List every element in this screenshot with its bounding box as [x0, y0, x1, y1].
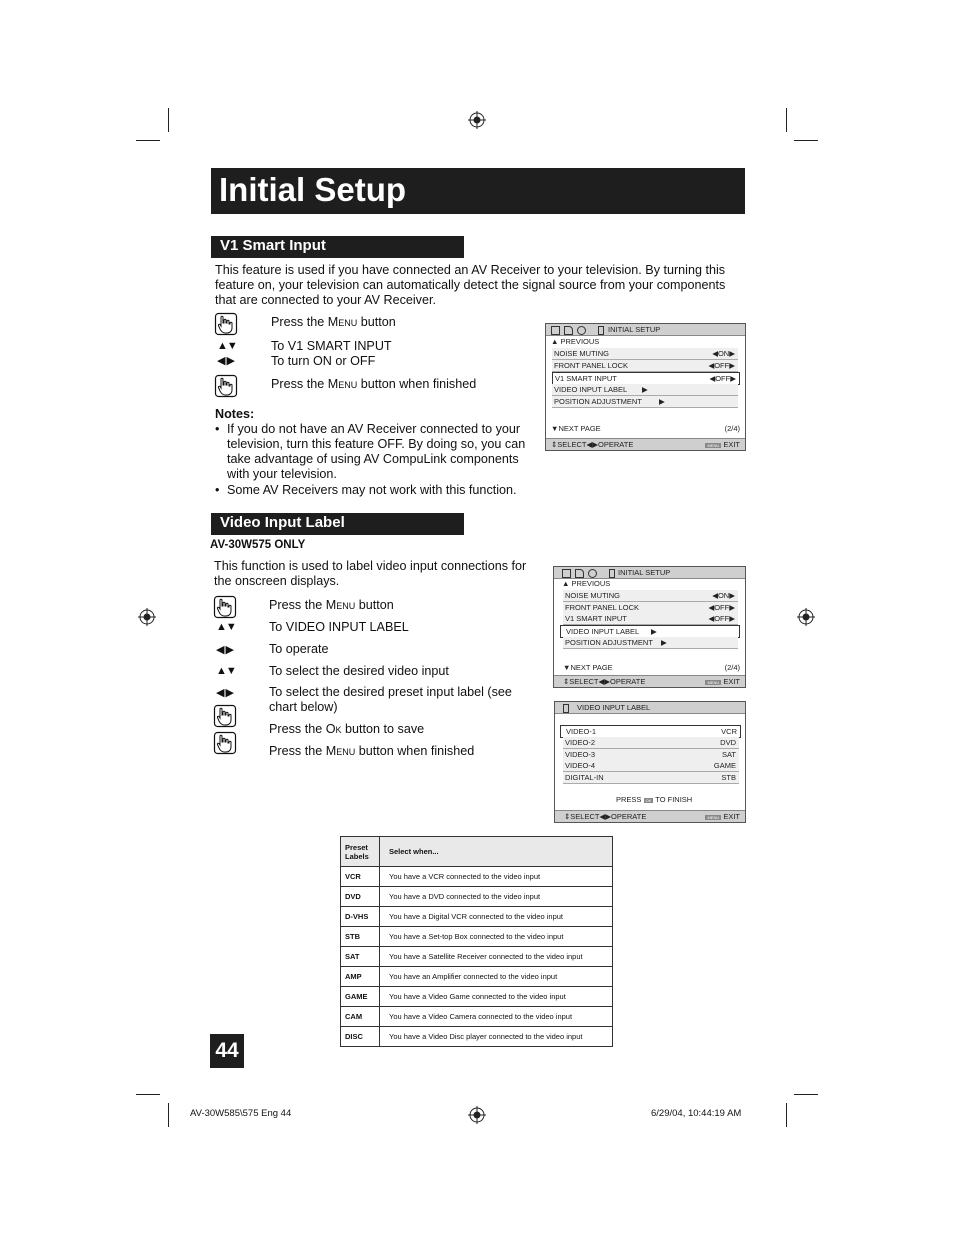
osd-row: DIGITAL-IN STB: [563, 772, 739, 784]
left-right-arrow-icon: ◀ ▶: [216, 644, 233, 656]
table-cell-desc: You have a Set-top Box connected to the video input: [380, 927, 613, 947]
registration-mark-icon: [797, 608, 815, 626]
table-cell-label: GAME: [341, 987, 380, 1007]
crop-mark: [168, 108, 169, 132]
page-title: Initial Setup: [219, 171, 407, 208]
table-cell-label: SAT: [341, 947, 380, 967]
table-row: [341, 867, 613, 887]
remote-button-press-icon: [213, 731, 237, 755]
osd-footer: ⇕SELECT◀▶OPERATE MENU EXIT: [555, 810, 745, 822]
v1-intro-line: feature on, your television can automatically detect the signal source from your components: [215, 278, 726, 292]
remote-button-press-icon: [213, 595, 237, 619]
footer-file-info: AV-30W585\575 Eng 44: [190, 1108, 292, 1119]
registration-mark-icon: [138, 608, 156, 626]
registration-mark-icon: [468, 1106, 486, 1124]
osd-row: VIDEO-3 SAT: [563, 749, 739, 761]
osd-row: FRONT PANEL LOCK ◀OFF▶: [563, 602, 738, 614]
osd-row: NOISE MUTING ◀ON▶: [552, 348, 738, 360]
remote-button-press-icon: [214, 374, 238, 398]
vil-step-1: Press the Menu button: [269, 598, 394, 612]
crop-mark: [136, 140, 160, 141]
setup-tab-icon: [598, 325, 608, 335]
table-row: [341, 907, 613, 927]
table-row: [341, 947, 613, 967]
menu-tab-icon: [551, 325, 590, 335]
table-cell-desc: You have a Video Camera connected to the video input: [380, 1007, 613, 1027]
crop-mark: [168, 1103, 169, 1127]
vil-step-3: To operate: [269, 642, 329, 656]
osd-header: [554, 567, 745, 579]
table-cell-label: DISC: [341, 1027, 380, 1047]
model-note: AV-30W575 ONLY: [210, 539, 306, 551]
notes-list: [215, 422, 545, 498]
v1-section-heading: V1 Smart Input: [220, 237, 326, 254]
osd-row: VIDEO INPUT LABEL ▶: [552, 384, 738, 396]
menu-tab-icon: [562, 568, 601, 578]
remote-button-press-icon: [213, 704, 237, 728]
crop-mark: [136, 1094, 160, 1095]
note-item: • If you do not have an AV Receiver connected to your television, turn this feature OFF. By doing so, you can take advantage of using AV CompuLink components with your television.: [215, 422, 526, 481]
osd-header: [546, 324, 745, 336]
vil-intro: This function is used to label video input connections for the onscreen displays.: [214, 559, 527, 588]
v1-step-2: To V1 SMART INPUT To turn ON or OFF: [271, 339, 392, 368]
table-cell-desc: You have a DVD connected to the video input: [380, 887, 613, 907]
osd-page-indicator: (2/4): [724, 663, 740, 672]
table-cell-label: DVD: [341, 887, 380, 907]
note-item: • Some AV Receivers may not work with this function.: [215, 483, 517, 497]
left-right-arrow-icon: ◀ ▶: [216, 687, 233, 699]
footer-timestamp: 6/29/04, 10:44:19 AM: [651, 1108, 742, 1119]
crop-mark: [786, 108, 787, 132]
osd-next-page: ▼NEXT PAGE: [563, 663, 613, 672]
vil-section-heading: Video Input Label: [220, 514, 345, 531]
crop-mark: [786, 1103, 787, 1127]
osd-row: POSITION ADJUSTMENT ▶: [552, 396, 738, 408]
table-row: [341, 887, 613, 907]
up-down-arrow-icon: ▲▼: [217, 340, 237, 352]
osd-press-to-finish: PRESS OK TO FINISH: [616, 795, 693, 804]
osd-row-selected: V1 SMART INPUT ◀OFF▶: [552, 372, 740, 385]
osd-footer: ⇕SELECT◀▶OPERATE MENU EXIT: [546, 438, 745, 450]
v1-intro-line: This feature is used if you have connected an AV Receiver to your television. By turning this: [215, 263, 726, 277]
table-row: [341, 987, 613, 1007]
table-cell-label: D-VHS: [341, 907, 380, 927]
remote-button-press-icon: [214, 312, 238, 336]
vil-step-7: Press the Menu button when finished: [269, 744, 475, 758]
table-cell-desc: You have a Satellite Receiver connected to the video input: [380, 947, 613, 967]
registration-mark-icon: [468, 111, 486, 129]
page-title-bar: [211, 168, 745, 214]
up-down-arrow-icon: ▲▼: [216, 621, 236, 633]
crop-mark: [794, 140, 818, 141]
table-header-cell: Preset Labels: [341, 837, 380, 867]
osd-page-indicator: (2/4): [724, 424, 740, 433]
vil-step-6: Press the Ok button to save: [269, 722, 425, 736]
table-row: [341, 1027, 613, 1047]
table-cell-desc: You have a Video Game connected to the video input: [380, 987, 613, 1007]
table-row: [341, 1007, 613, 1027]
notes-heading: Notes:: [215, 407, 255, 421]
osd-row-selected: VIDEO INPUT LABEL ▶: [560, 625, 740, 638]
up-down-arrow-icon: ▲▼: [216, 665, 236, 677]
vil-step-5: To select the desired preset input label (see chart below): [269, 685, 512, 714]
osd-footer: ⇕SELECT◀▶OPERATE MENU EXIT: [554, 675, 745, 687]
osd-initial-setup-menu: [553, 566, 746, 688]
osd-row-selected: VIDEO-1 VCR: [560, 725, 741, 738]
vil-section-heading-bar: [211, 513, 464, 535]
v1-section-heading-bar: [211, 236, 464, 258]
table-cell-label: VCR: [341, 867, 380, 887]
page-number: 44: [210, 1034, 244, 1068]
table-header-cell: Select when...: [380, 837, 613, 867]
osd-header-title: VIDEO INPUT LABEL: [577, 703, 651, 712]
preset-labels-table: [340, 836, 613, 1047]
osd-previous: ▲ PREVIOUS: [562, 579, 611, 588]
osd-header-title: INITIAL SETUP: [618, 568, 671, 577]
osd-video-input-label-menu: [554, 701, 746, 823]
osd-row: VIDEO-2 DVD: [563, 737, 739, 749]
table-cell-desc: You have a Video Disc player connected to the video input: [380, 1027, 613, 1047]
osd-row: FRONT PANEL LOCK ◀OFF▶: [552, 360, 738, 372]
osd-next-page: ▼NEXT PAGE: [551, 424, 601, 433]
table-cell-desc: You have a Digital VCR connected to the video input: [380, 907, 613, 927]
table-cell-label: CAM: [341, 1007, 380, 1027]
v1-step-3: Press the Menu button when finished: [271, 377, 477, 391]
osd-row: POSITION ADJUSTMENT ▶: [563, 637, 738, 649]
osd-header-title: INITIAL SETUP: [608, 325, 661, 334]
osd-row: NOISE MUTING ◀ON▶: [563, 590, 738, 602]
vil-step-4: To select the desired video input: [269, 664, 449, 678]
table-cell-label: STB: [341, 927, 380, 947]
table-cell-desc: You have an Amplifier connected to the video input: [380, 967, 613, 987]
setup-tab-icon: [563, 703, 573, 713]
table-cell-desc: You have a VCR connected to the video input: [380, 867, 613, 887]
osd-previous: ▲ PREVIOUS: [551, 337, 600, 346]
v1-step-1: Press the Menu button: [271, 315, 396, 329]
table-row: [341, 927, 613, 947]
table-header-row: [341, 837, 613, 867]
vil-step-2: To VIDEO INPUT LABEL: [269, 620, 409, 634]
left-right-arrow-icon: ◀ ▶: [217, 355, 234, 367]
osd-row: V1 SMART INPUT ◀OFF▶: [563, 613, 738, 625]
crop-mark: [794, 1094, 818, 1095]
osd-header: [555, 702, 745, 714]
v1-intro: [215, 263, 740, 308]
osd-initial-setup-menu: [545, 323, 746, 451]
table-row: [341, 967, 613, 987]
v1-intro-line: that are connected to your AV Receiver.: [215, 293, 436, 307]
osd-row: VIDEO-4 GAME: [563, 760, 739, 772]
table-cell-label: AMP: [341, 967, 380, 987]
